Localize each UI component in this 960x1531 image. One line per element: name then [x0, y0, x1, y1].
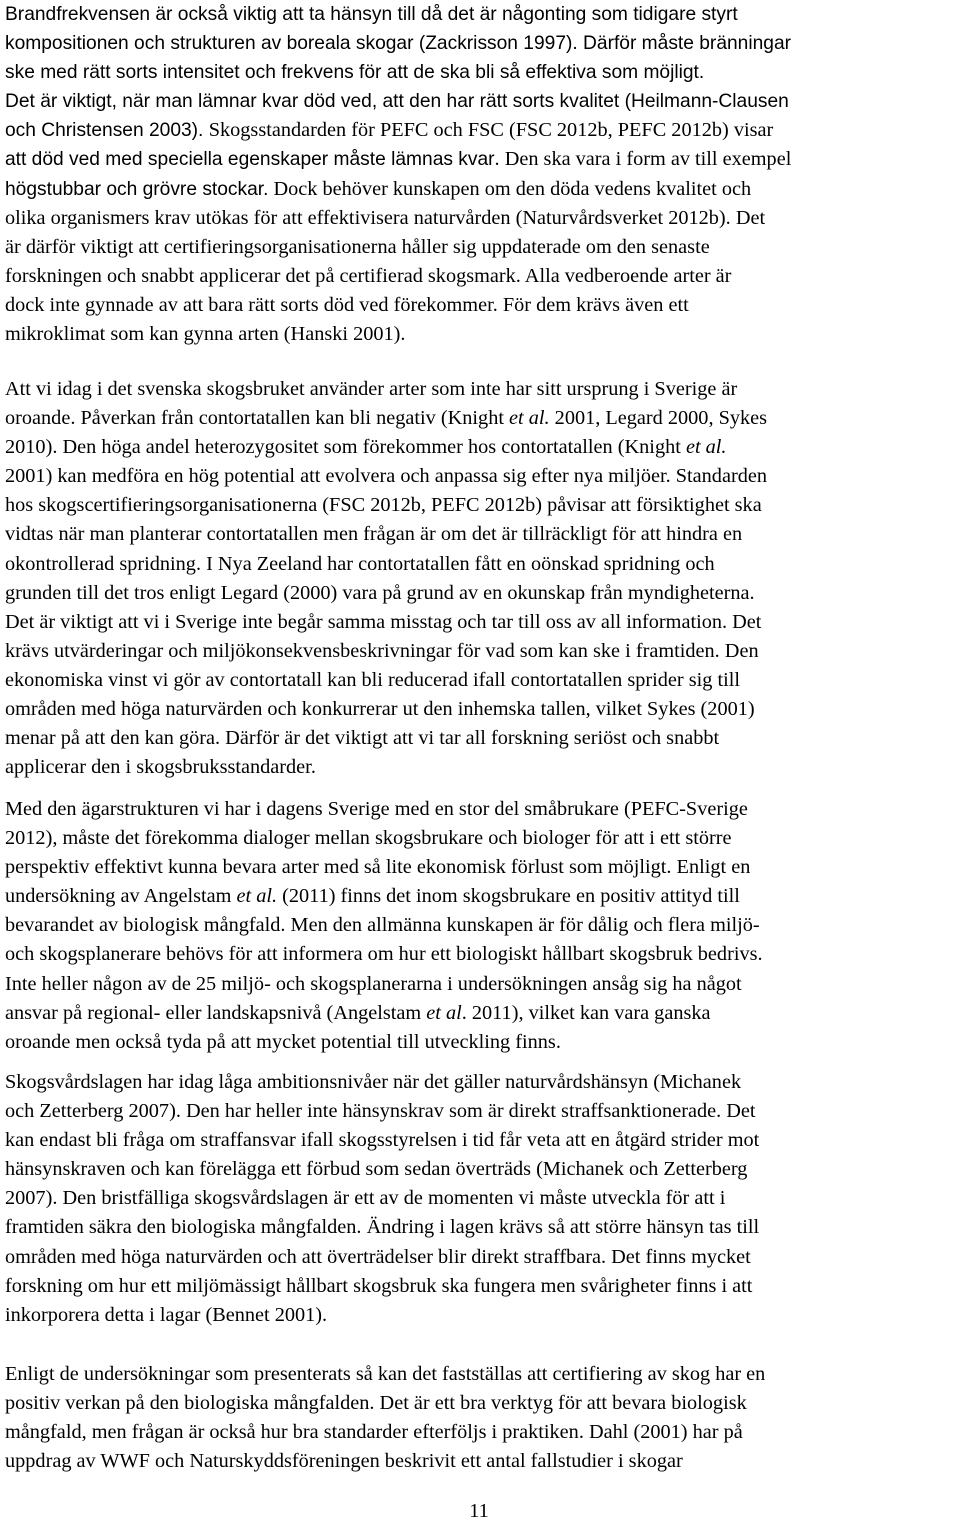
text-segment: ansvar på regional- eller landskapsnivå (Angelstam [5, 1001, 427, 1024]
text-line [5, 999, 953, 1028]
text-segment: att död ved med speciella egenskaper måste lämnas kvar [5, 149, 495, 171]
text-line [5, 87, 953, 116]
text-segment: undersökning av Angelstam [5, 885, 237, 908]
text-segment: Med den ägarstrukturen vi har i dagens Sverige med en stor del småbrukare (PEFC-Sverige [5, 798, 748, 820]
text-segment: olika organismers krav utökas för att effektivisera naturvården (Naturvårdsverket 2012b). Det [5, 206, 766, 229]
text-segment: Inte heller någon av de 25 miljö- och skogsplanerarna i undersökningen ansåg sig ha något [5, 972, 742, 995]
text-line [5, 404, 953, 433]
text-line [5, 1418, 953, 1447]
text-segment: . Den ska vara i form av till exempel [494, 148, 792, 171]
text-line [5, 853, 953, 882]
text-segment: perspektiv effektivt kunna bevara arter med så lite ekonomisk förlust som möjligt. Enligt en [5, 856, 751, 879]
text-segment: . 2011), vilket kan vara ganska [461, 1001, 711, 1024]
paragraph [5, 1360, 953, 1476]
text-line [5, 1447, 953, 1476]
text-line [5, 116, 953, 145]
text-segment: hos skogscertifieringsorganisationerna (FSC 2012b, PEFC 2012b) påvisar att försiktighet ska [5, 494, 762, 517]
text-segment: 2001) kan medföra en hög potential att evolvera och anpassa sig efter nya miljöer. Standarden [5, 465, 767, 488]
text-segment: kan endast bli fråga om straffansvar ifall skogsstyrelsen i tid får veta att en åtgärd strider mot [5, 1129, 760, 1152]
text-segment: krävs utvärderingar och miljökonsekvensbeskrivningar för vad som kan ske i framtiden. Den [5, 639, 759, 662]
text-line [5, 0, 953, 29]
text-line [5, 1389, 953, 1418]
text-segment: Skogsstandarden för PEFC och FSC (FSC 2012b, PEFC 2012b) visar [208, 119, 774, 142]
text-segment: menar på att den kan göra. Därför är det viktigt att vi tar all forskning seriöst och snabbt [5, 727, 720, 750]
text-segment: et al [426, 1001, 462, 1024]
text-line [5, 204, 953, 233]
text-segment: grunden till det tros enligt Legard (2000) vara på grund av en okunskap från myndigheterna. [5, 581, 755, 604]
text-segment: 2012), måste det förekomma dialoger mellan skogsbrukare och biologer för att i ett större [5, 827, 732, 850]
text-line [5, 724, 953, 753]
text-segment: uppdrag av WWF och Naturskyddsföreningen beskrivit ett antal fallstudier i skogar [5, 1450, 683, 1473]
text-line [5, 695, 953, 724]
text-segment: Skogsvårdslagen har idag låga ambitionsnivåer när det gäller naturvårdshänsyn (Michanek [5, 1071, 742, 1093]
text-segment: dock inte gynnade av att bara rätt sorts död ved förekommer. För dem krävs även ett [5, 293, 689, 316]
text-line [5, 1068, 953, 1097]
text-segment: mångfald, men frågan är också hur bra standarder efterföljs i praktiken. Dahl (2001) har på [5, 1421, 743, 1444]
text-line [5, 1272, 953, 1301]
text-segment: kompositionen och strukturen av boreala skogar (Zackrisson 1997). Därför måste bränningar [5, 33, 792, 55]
text-segment: oroande. Påverkan från contortatallen kan bli negativ (Knight [5, 407, 510, 430]
text-segment: oroande men också tyda på att mycket potential till utveckling finns. [5, 1030, 561, 1053]
text-line [5, 520, 953, 549]
text-line [5, 795, 953, 824]
text-segment: 2010). Den höga andel heterozygositet som förekommer hos contortatallen (Knight [5, 436, 686, 459]
text-line [5, 911, 953, 940]
text-segment: 2007). Den bristfälliga skogsvårdslagen är ett av de momenten vi måste utveckla för att i [5, 1187, 726, 1210]
text-segment: och Christensen 2003). [5, 120, 209, 142]
text-line [5, 320, 953, 349]
text-line [5, 666, 953, 695]
text-segment: och skogsplanerare behövs för att informera om hur ett biologiskt hållbart skogsbruk bedrivs. [5, 943, 763, 966]
text-segment: framtiden säkra den biologiska mångfalden. Ändring i lagen krävs så att större hänsyn tas till [5, 1216, 760, 1239]
text-line [5, 882, 953, 911]
text-segment: Att vi idag i det svenska skogsbruket använder arter som inte har sitt ursprung i Sverige är [5, 378, 738, 400]
text-line [5, 550, 953, 579]
text-segment: inkorporera detta i lagar (Bennet 2001). [5, 1303, 328, 1326]
text-line [5, 433, 953, 462]
text-line [5, 608, 953, 637]
document-page [5, 0, 953, 1531]
text-segment: positiv verkan på den biologiska mångfalden. Det är ett bra verktyg för att bevara biologisk [5, 1392, 747, 1415]
text-segment: Enligt de undersökningar som presenterats så kan det fastställas att certifiering av skog har en [5, 1363, 766, 1385]
paragraph [5, 795, 953, 1057]
text-line [5, 824, 953, 853]
text-segment: forskning om hur ett miljömässigt hållbart skogsbruk ska fungera men svårigheter finns i att [5, 1274, 753, 1297]
text-segment: (2011) finns det inom skogsbrukare en positiv attityd till [277, 885, 740, 908]
text-line [5, 1243, 953, 1272]
text-line [5, 1028, 953, 1057]
text-segment: hänsynskraven och kan förelägga ett förbud som sedan överträds (Michanek och Zetterberg [5, 1158, 748, 1181]
text-segment: forskningen och snabbt applicerar det på certifierad skogsmark. Alla vedberoende arter är [5, 264, 732, 287]
text-line [5, 375, 953, 404]
text-line [5, 58, 953, 87]
text-line [5, 1126, 953, 1155]
page-number: 11 [469, 1500, 489, 1522]
text-segment: Det är viktigt, när man lämnar kvar död ved, att den har rätt sorts kvalitet (Heilmann-Clausen [5, 91, 789, 113]
text-segment: vidtas när man planterar contortatallen men frågan är om det är tillräckligt för att hindra en [5, 523, 743, 546]
text-line [5, 262, 953, 291]
paragraph [5, 0, 953, 349]
text-segment: applicerar den i skogsbruksstandarder. [5, 756, 316, 779]
text-line [5, 29, 953, 58]
text-line [5, 291, 953, 320]
text-line [5, 1155, 953, 1184]
text-line [5, 145, 953, 174]
text-segment: ekonomiska vinst vi gör av contortatall kan bli reducerad ifall contortatallen sprider sig till [5, 668, 740, 691]
text-line [5, 753, 953, 782]
text-line [5, 1301, 953, 1330]
text-line [5, 1213, 953, 1242]
paragraph [5, 375, 953, 782]
text-line [5, 637, 953, 666]
text-segment: områden med höga naturvärden och att överträdelser blir direkt straffbara. Det finns mycket [5, 1245, 751, 1268]
text-line [5, 175, 953, 204]
text-segment: et al. [509, 407, 550, 430]
text-segment: okontrollerad spridning. I Nya Zeeland har contortatallen fått en oönskad spridning och [5, 552, 715, 575]
text-line [5, 233, 953, 262]
text-segment: områden med höga naturvärden och konkurrerar ut den inhemska tallen, vilket Sykes (2001) [5, 698, 755, 721]
text-segment: Brandfrekvensen är också viktig att ta hänsyn till då det är någonting som tidigare styrt [5, 4, 738, 25]
text-line [5, 1360, 953, 1389]
text-line [5, 940, 953, 969]
text-line [5, 1184, 953, 1213]
text-line [5, 1097, 953, 1126]
text-segment: är därför viktigt att certifieringsorganisationerna håller sig uppdaterade om den senaste [5, 235, 710, 258]
text-segment: mikroklimat som kan gynna arten (Hanski 2001). [5, 323, 406, 346]
text-segment: bevarandet av biologisk mångfald. Men den allmänna kunskapen är för dålig och flera miljö- [5, 914, 760, 937]
text-segment: och Zetterberg 2007). Den har heller inte hänsynskrav som är direkt straffsanktionerade. Det [5, 1100, 756, 1123]
text-segment: högstubbar och grövre stockar. [5, 178, 269, 200]
text-segment: Dock behöver kunskapen om den döda vedens kvalitet och [268, 177, 752, 200]
text-segment: et al. [685, 436, 727, 459]
text-segment: ske med rätt sorts intensitet och frekvens för att de ska bli så effektiva som möjligt. [5, 62, 705, 84]
text-segment: 2001, Legard 2000, Sykes [549, 407, 768, 430]
text-line [5, 462, 953, 491]
paragraph [5, 1068, 953, 1330]
text-line [5, 970, 953, 999]
text-segment: Det är viktigt att vi i Sverige inte begår samma misstag och tar till oss av all information. Det [5, 610, 762, 633]
text-line [5, 579, 953, 608]
text-line [5, 491, 953, 520]
text-segment: et al. [236, 885, 278, 908]
